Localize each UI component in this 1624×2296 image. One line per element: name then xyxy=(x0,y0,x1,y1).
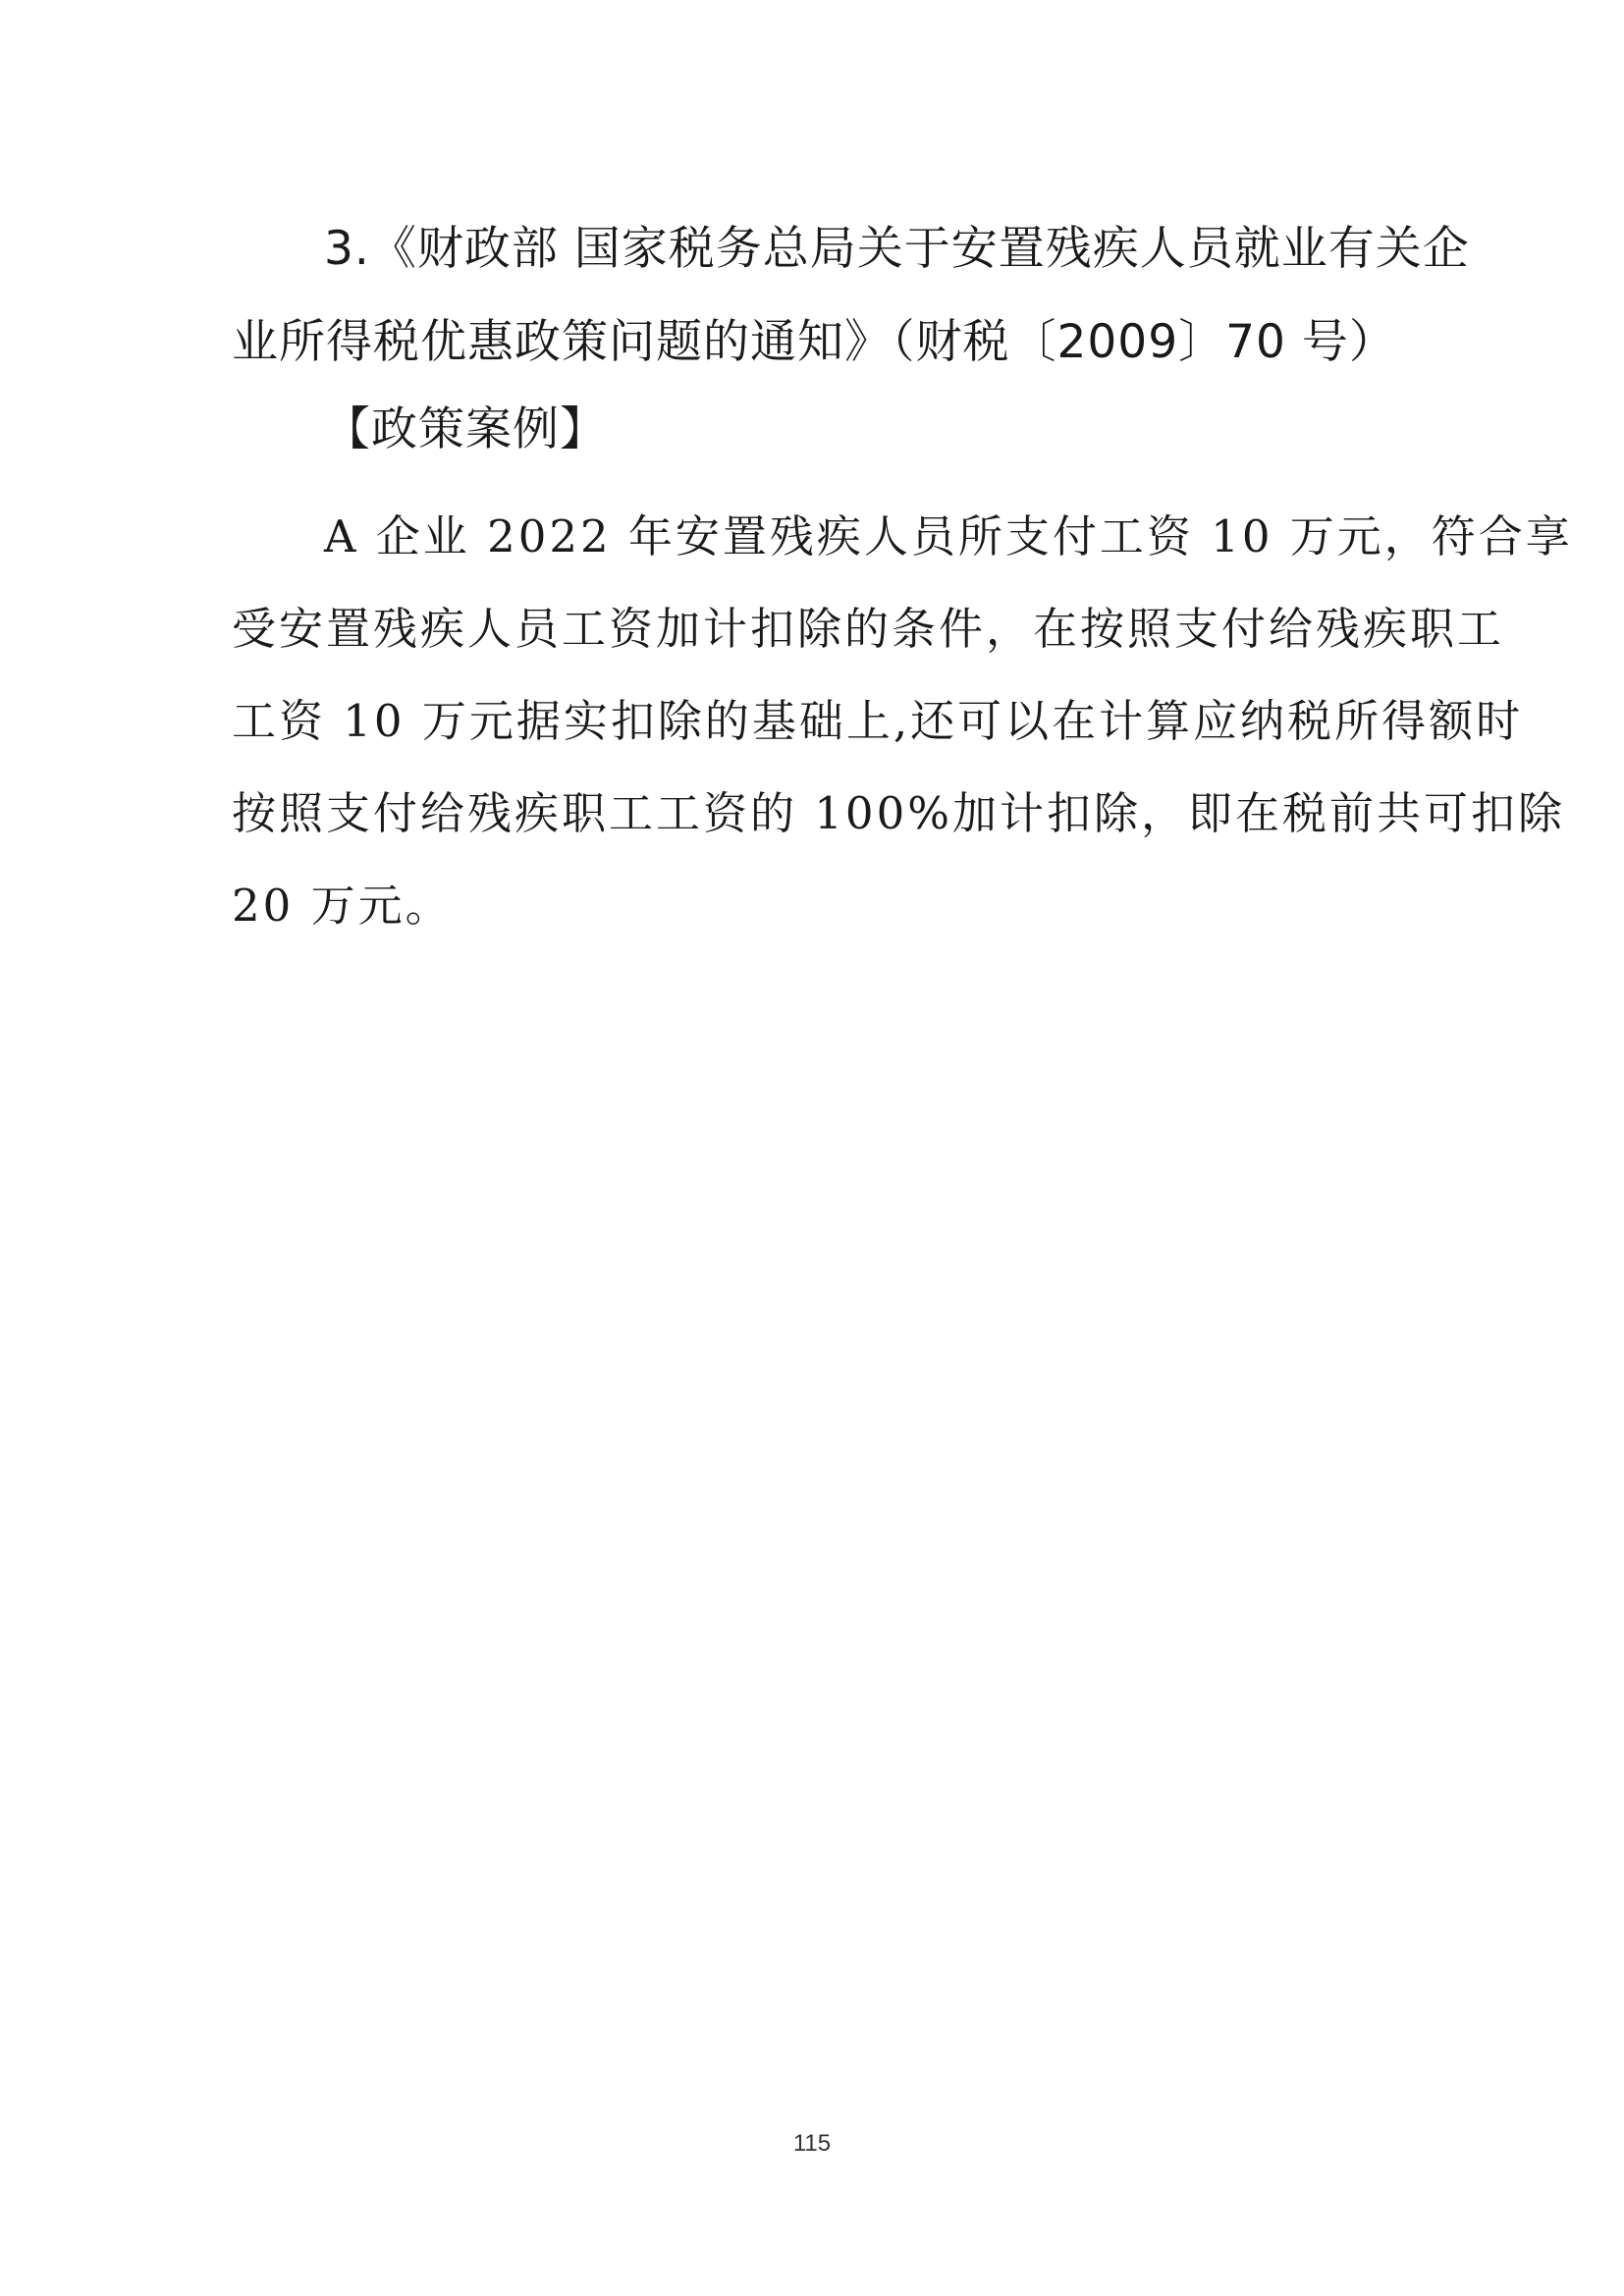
case-line: 工资 10 万元据实扣除的基础上,还可以在计算应纳税所得额时 xyxy=(232,695,1524,747)
section-title: 【政策案例】 xyxy=(324,402,607,456)
case-line: 受安置残疾人员工资加计扣除的条件，在按照支付给残疾职工 xyxy=(232,603,1505,655)
case-line: A 企业 2022 年安置残疾人员所支付工资 10 万元，符合享 xyxy=(324,510,1573,562)
case-line: 按照支付给残疾职工工资的 100%加计扣除，即在税前共可扣除 xyxy=(232,787,1565,839)
policy-reference-line: 3.《财政部 国家税务总局关于安置残疾人员就业有关企 xyxy=(324,222,1470,276)
page-number: 115 xyxy=(792,2130,832,2157)
policy-reference-paragraph xyxy=(232,202,1470,389)
case-paragraph xyxy=(232,491,1573,952)
policy-reference-line: 业所得税优惠政策问题的通知》（财税〔2009〕70 号） xyxy=(232,315,1396,369)
case-line: 20 万元。 xyxy=(232,880,453,932)
